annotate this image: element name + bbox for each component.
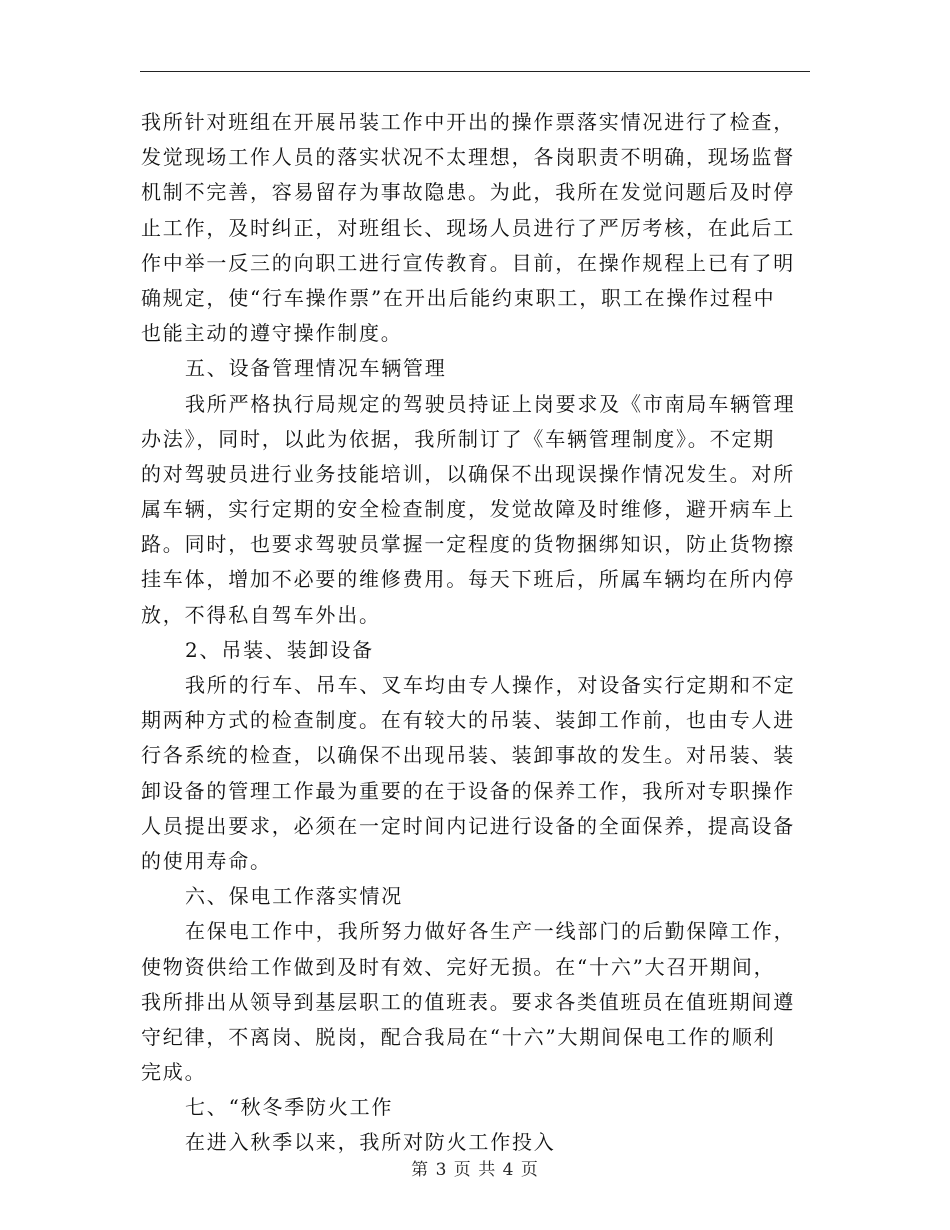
document-body [141,105,801,1161]
text-line: 完成。 [141,1060,207,1085]
text-line: 放，不得私自驾车外出。 [141,602,381,627]
text-line: 挂车体，增加不必要的维修费用。每天下班后，所属车辆均在所内停 [141,567,795,592]
section-heading: 2、吊装、装卸设备 [185,637,374,662]
text-line: 属车辆，实行定期的安全检查制度，发觉故障及时维修，避开病车上 [141,497,795,522]
text-line: 使物资供给工作做到及时有效、完好无损。在“十六”大召开期间， [141,954,776,979]
text-line: 作中举一反三的向职工进行宣传教育。目前，在操作规程上已有了明 [141,250,795,275]
text-line: 也能主动的遵守操作制度。 [141,321,403,346]
text-line: 办法》，同时，以此为依据，我所制订了《车辆管理制度》。不定期 [141,426,775,451]
section-heading: 六、保电工作落实情况 [185,884,403,909]
text-line: 我所严格执行局规定的驾驶员持证上岗要求及《市南局车辆管理 [185,391,796,416]
text-line: 我所排出从领导到基层职工的值班表。要求各类值班员在值班期间遵 [141,989,795,1014]
text-line: 的使用寿命。 [141,848,272,873]
text-line: 期两种方式的检查制度。在有较大的吊装、装卸工作前，也由专人进 [141,708,795,733]
text-line: 守纪律，不离岗、脱岗，配合我局在“十六”大期间保电工作的顺利 [141,1024,776,1049]
text-line: 发觉现场工作人员的落实状况不太理想，各岗职责不明确，现场监督 [141,145,795,170]
text-line: 路。同时，也要求驾驶员掌握一定程度的货物捆绑知识，防止货物擦 [141,532,795,557]
text-line: 的对驾驶员进行业务技能培训，以确保不出现误操作情况发生。对所 [141,461,795,486]
text-line: 我所的行车、吊车、叉车均由专人操作，对设备实行定期和不定 [185,673,796,697]
text-line: 人员提出要求，必须在一定时间内记进行设备的全面保养，提高设备 [141,813,795,838]
page-number-footer: 第 3 页 共 4 页 [411,1160,539,1180]
text-line: 机制不完善，容易留存为事故隐患。为此，我所在发觉问题后及时停 [141,180,795,205]
text-line: 行各系统的检查，以确保不出现吊装、装卸事故的发生。对吊装、装 [141,743,795,768]
text-line: 止工作，及时纠正，对班组长、现场人员进行了严厉考核，在此后工 [141,215,795,240]
section-heading: 七、“秋冬季防火工作 [185,1095,394,1120]
text-line: 在进入秋季以来，我所对防火工作投入 [185,1130,556,1155]
text-line: 在保电工作中，我所努力做好各生产一线部门的后勤保障工作， [185,919,796,944]
section-heading: 五、设备管理情况车辆管理 [185,356,447,381]
text-line: 确规定，使“行车操作票”在开出后能约束职工，职工在操作过程中 [141,285,776,310]
text-line: 我所针对班组在开展吊装工作中开出的操作票落实情况进行了检查， [141,110,795,134]
header-rule [140,71,810,72]
text-line: 卸设备的管理工作最为重要的在于设备的保养工作，我所对专职操作 [141,778,795,803]
